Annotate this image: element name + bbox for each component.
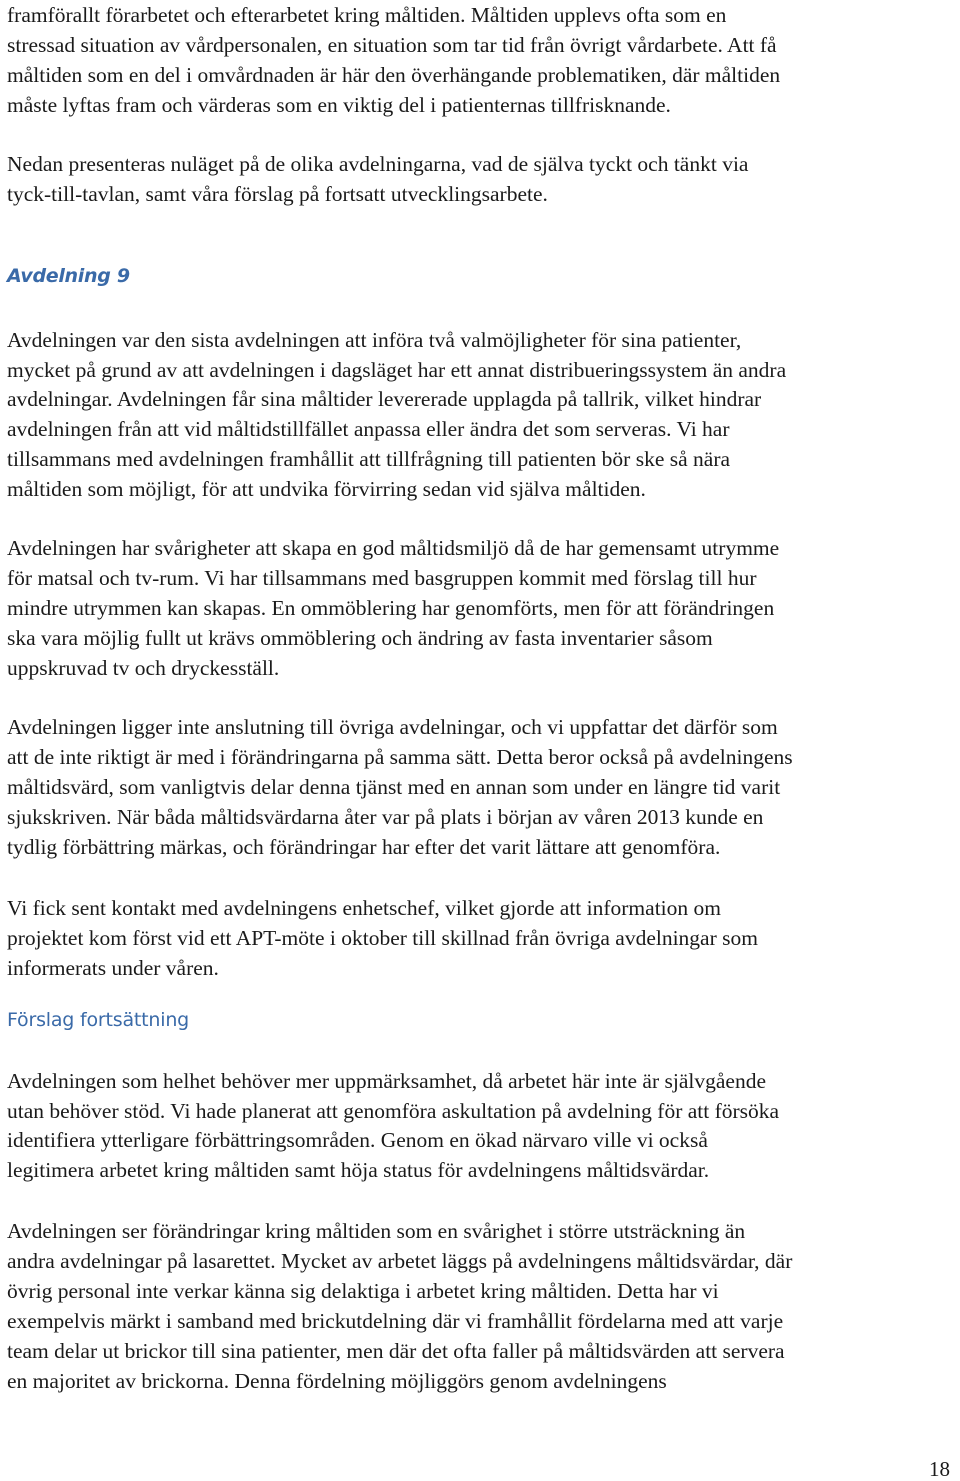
paragraph-line: identifiera ytterligare förbättringsområden. Genom en ökad närvaro ville vi också bbox=[7, 1128, 708, 1152]
intro-line: stressad situation av vårdpersonalen, en situation som tar tid från övrigt vårdarbete. Att få bbox=[7, 33, 777, 57]
paragraph-line: Avdelningen var den sista avdelningen att införa två valmöjligheter för sina patienter, bbox=[7, 328, 742, 352]
paragraph-line: ska vara möjlig fullt ut krävs ommöblering och ändring av fasta inventarier såsom bbox=[7, 626, 713, 650]
section-heading bbox=[7, 263, 130, 289]
paragraph-line: tillsammans med avdelningen framhållit att tillfrågning till patienten bör ske så nära bbox=[7, 447, 731, 471]
paragraph-line: att de inte riktigt är med i förändringarna på samma sätt. Detta beror också på avdelningens bbox=[7, 745, 793, 769]
paragraph-line: måltidsvärd, som vanligtvis delar denna tjänst med en annan som under en längre tid varit bbox=[7, 775, 781, 799]
paragraph-line: en majoritet av brickorna. Denna fördelning möjliggörs genom avdelningens bbox=[7, 1369, 667, 1393]
paragraph-line: utan behöver stöd. Vi hade planerat att genomföra askultation på avdelning för att försöka bbox=[7, 1099, 780, 1123]
paragraph-line: måltiden som möjligt, för att undvika förvirring sedan vid själva måltiden. bbox=[7, 477, 646, 501]
paragraph-line: legitimera arbetet kring måltiden samt höja status för avdelningens måltidsvärdar. bbox=[7, 1158, 710, 1182]
paragraph-line: övrig personal inte verkar känna sig delaktiga i arbetet kring måltiden. Detta har vi bbox=[7, 1279, 719, 1303]
paragraph-line: för matsal och tv-rum. Vi har tillsammans med basgruppen kommit med förslag till hur bbox=[7, 566, 757, 590]
paragraph-line: andra avdelningar på lasarettet. Mycket av arbetet läggs på avdelningens måltidsvärdar, där bbox=[7, 1249, 793, 1273]
paragraph-line: projektet kom först vid ett APT-möte i oktober till skillnad från övriga avdelningar som bbox=[7, 926, 758, 950]
paragraph-line: team delar ut brickor till sina patienter, men där det ofta faller på måltidsvärden att servera bbox=[7, 1339, 785, 1363]
paragraph-line: Vi fick sent kontakt med avdelningens enhetschef, vilket gjorde att information om bbox=[7, 896, 721, 920]
overview-line: Nedan presenteras nuläget på de olika avdelningarna, vad de själva tyckt och tänkt via bbox=[7, 152, 749, 176]
paragraph-line: Avdelningen ligger inte anslutning till övriga avdelningar, och vi uppfattar det därför som bbox=[7, 715, 778, 739]
paragraph-line: informerats under våren. bbox=[7, 956, 219, 980]
paragraph-line: exempelvis märkt i samband med brickutdelning där vi framhållit fördelarna med att varje bbox=[7, 1309, 784, 1333]
paragraph-line: sjukskriven. När båda måltidsvärdarna åter var på plats i början av våren 2013 kunde en bbox=[7, 805, 764, 829]
paragraph-line: mycket på grund av att avdelningen i dagsläget har ett annat distribueringssystem än andra bbox=[7, 358, 787, 382]
paragraph-line: tydlig förbättring märkas, och förändringar har efter det varit lättare att genomföra. bbox=[7, 835, 721, 859]
intro-line: måltiden som en del i omvårdnaden är här den överhängande problematiken, där måltiden bbox=[7, 63, 781, 87]
paragraph-line: Avdelningen som helhet behöver mer uppmärksamhet, då arbetet här inte är självgående bbox=[7, 1069, 766, 1093]
paragraph-line: mindre utrymmen kan skapas. En ommöblering har genomförts, men för att förändringen bbox=[7, 596, 775, 620]
intro-line: framförallt förarbetet och efterarbetet kring måltiden. Måltiden upplevs ofta som en bbox=[7, 3, 727, 27]
paragraph-line: Avdelningen har svårigheter att skapa en god måltidsmiljö då de har gemensamt utrymme bbox=[7, 536, 780, 560]
page-number: 18 bbox=[929, 1457, 950, 1481]
proposal-heading: Förslag fortsättning bbox=[7, 1009, 190, 1031]
overview-line: tyck-till-tavlan, samt våra förslag på fortsatt utvecklingsarbete. bbox=[7, 182, 548, 206]
section-heading-text: Avdelning 9 bbox=[7, 265, 130, 287]
paragraph-line: Avdelningen ser förändringar kring måltiden som en svårighet i större utsträckning än bbox=[7, 1219, 746, 1243]
paragraph-line: avdelningen från att vid måltidstillfället anpassa eller ändra det som serveras. Vi har bbox=[7, 417, 730, 441]
paragraph-line: avdelningar. Avdelningen får sina måltider levererade upplagda på tallrik, vilket hindrar bbox=[7, 387, 762, 411]
paragraph-line: uppskruvad tv och dryckesställ. bbox=[7, 656, 280, 680]
intro-line: måste lyftas fram och värderas som en viktig del i patienternas tillfrisknande. bbox=[7, 93, 671, 117]
